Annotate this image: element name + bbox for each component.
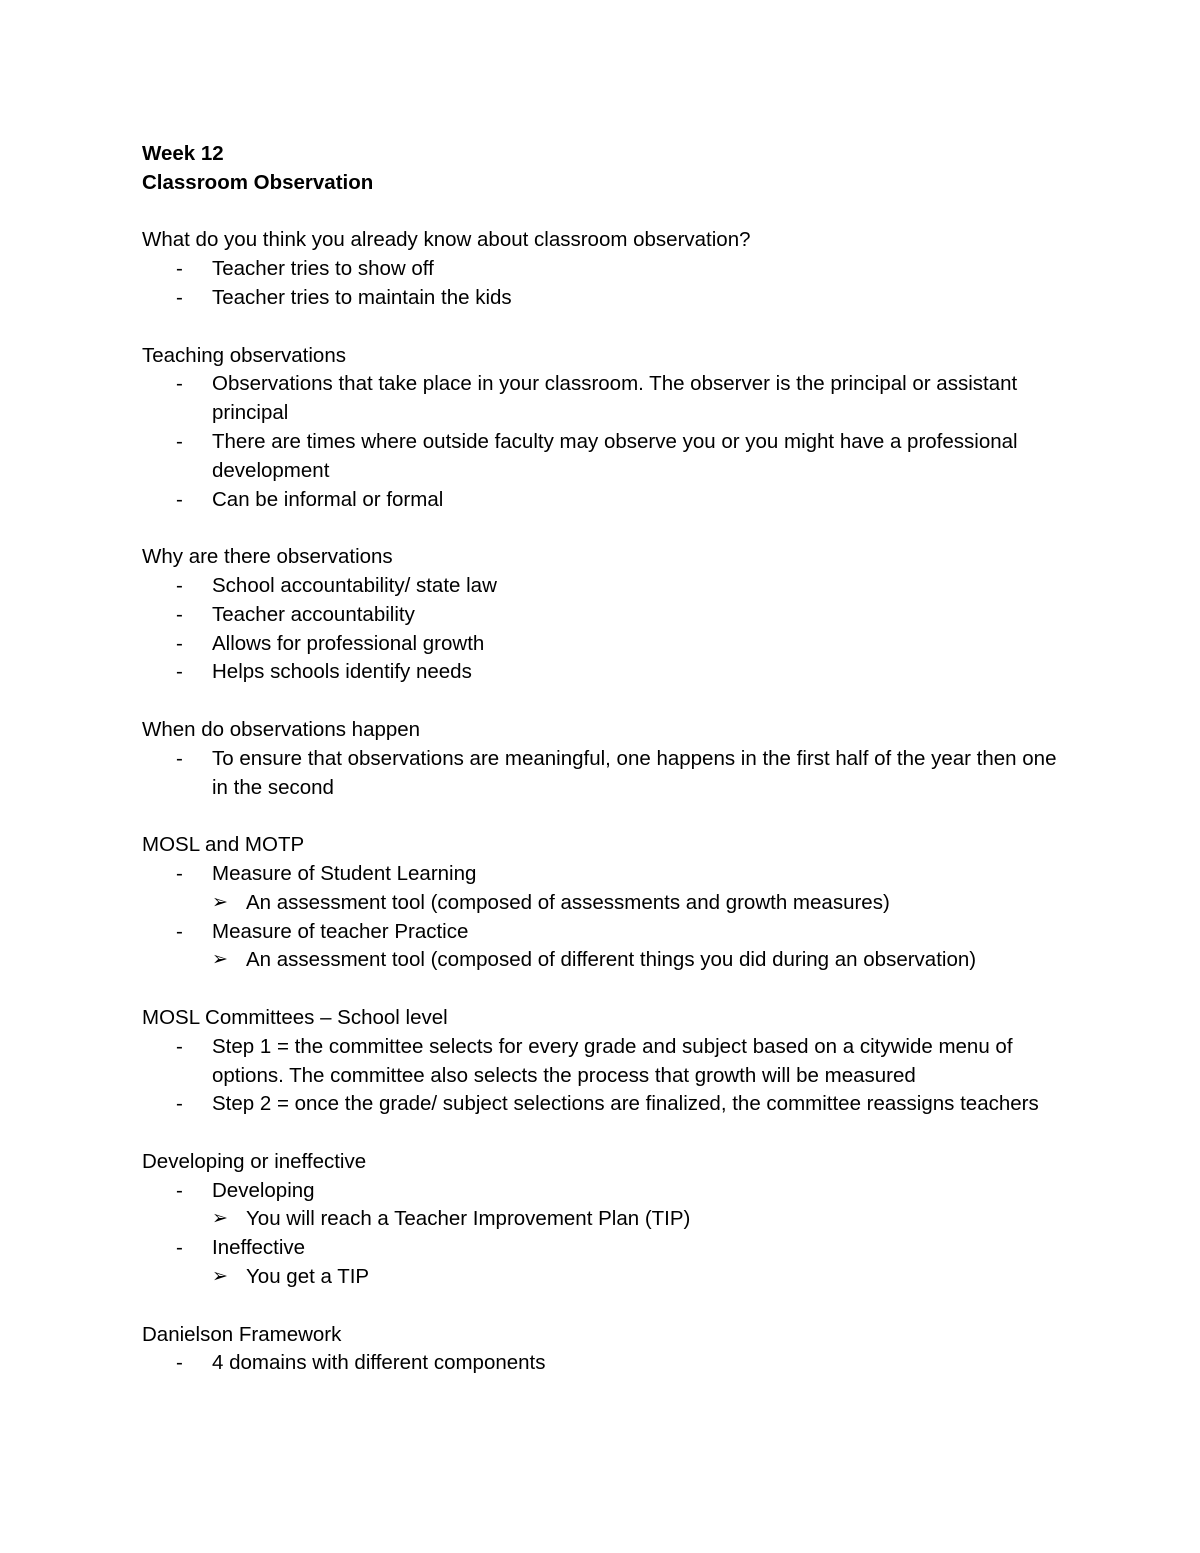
dash-bullet-icon: - bbox=[176, 1178, 183, 1202]
dash-bullet-icon: - bbox=[176, 487, 183, 511]
bullet-item bbox=[142, 284, 1072, 313]
document-body bbox=[142, 140, 1072, 1378]
dash-bullet-icon: - bbox=[176, 631, 183, 655]
bullet-text: There are times where outside faculty may observe you or you might have a professional development bbox=[212, 429, 1018, 482]
document-title-week: Week 12 bbox=[142, 142, 224, 165]
bullet-item bbox=[142, 1177, 1072, 1206]
bullet-item bbox=[142, 1090, 1072, 1119]
arrow-bullet-icon: ➢ bbox=[212, 891, 228, 913]
bullet-item bbox=[142, 860, 1072, 889]
sub-bullet-item bbox=[142, 889, 1072, 918]
bullet-text: Observations that take place in your classroom. The observer is the principal or assistant principal bbox=[212, 372, 1018, 425]
note-section bbox=[142, 543, 1072, 687]
bullet-list bbox=[142, 370, 1072, 514]
bullet-item bbox=[142, 428, 1072, 486]
bullet-list bbox=[142, 1349, 1072, 1378]
bullet-item bbox=[142, 630, 1072, 659]
note-section bbox=[142, 1148, 1072, 1292]
dash-bullet-icon: - bbox=[176, 1092, 183, 1116]
arrow-bullet-icon: ➢ bbox=[212, 1266, 228, 1288]
dash-bullet-icon: - bbox=[176, 372, 183, 396]
section-heading: MOSL Committees – School level bbox=[142, 1005, 448, 1029]
sub-bullet-text: An assessment tool (composed of different things you did during an observation) bbox=[246, 948, 977, 972]
bullet-list bbox=[142, 860, 1072, 975]
dash-bullet-icon: - bbox=[176, 1351, 183, 1375]
sub-bullet-text: An assessment tool (composed of assessments and growth measures) bbox=[246, 890, 890, 914]
section-heading: Danielson Framework bbox=[142, 1322, 342, 1346]
dash-bullet-icon: - bbox=[176, 1034, 183, 1058]
bullet-text: School accountability/ state law bbox=[212, 573, 497, 597]
bullet-text: To ensure that observations are meaningful, one happens in the first half of the year then one in the second bbox=[212, 746, 1057, 799]
bullet-list bbox=[142, 745, 1072, 803]
bullet-item bbox=[142, 601, 1072, 630]
dash-bullet-icon: - bbox=[176, 746, 183, 770]
note-section bbox=[142, 1004, 1072, 1119]
bullet-text: 4 domains with different components bbox=[212, 1351, 546, 1375]
dash-bullet-icon: - bbox=[176, 285, 183, 309]
dash-bullet-icon: - bbox=[176, 573, 183, 597]
sub-bullet-text: You get a TIP bbox=[246, 1265, 370, 1289]
bullet-item bbox=[142, 572, 1072, 601]
section-heading: Developing or ineffective bbox=[142, 1149, 367, 1173]
sub-bullet-item bbox=[142, 1205, 1072, 1234]
bullet-item bbox=[142, 255, 1072, 284]
sub-bullet-text: You will reach a Teacher Improvement Plan (TIP) bbox=[246, 1207, 691, 1231]
bullet-text: Ineffective bbox=[212, 1236, 306, 1260]
section-heading: MOSL and MOTP bbox=[142, 833, 305, 857]
bullet-text: Measure of Student Learning bbox=[212, 861, 477, 885]
document-title-topic: Classroom Observation bbox=[142, 170, 374, 194]
bullet-item bbox=[142, 918, 1072, 947]
arrow-bullet-icon: ➢ bbox=[212, 1208, 228, 1230]
bullet-text: Developing bbox=[212, 1178, 315, 1202]
note-section bbox=[142, 716, 1072, 802]
sub-bullet-item bbox=[142, 1263, 1072, 1292]
bullet-text: Helps schools identify needs bbox=[212, 660, 472, 684]
dash-bullet-icon: - bbox=[176, 861, 183, 885]
bullet-text: Step 2 = once the grade/ subject selections are finalized, the committee reassigns teachers bbox=[212, 1092, 1039, 1116]
notes-sections bbox=[142, 226, 1072, 1378]
bullet-list bbox=[142, 1033, 1072, 1119]
note-section bbox=[142, 831, 1072, 975]
bullet-list bbox=[142, 572, 1072, 687]
dash-bullet-icon: - bbox=[176, 1236, 183, 1260]
note-section bbox=[142, 342, 1072, 515]
bullet-text: Can be informal or formal bbox=[212, 487, 444, 511]
bullet-item bbox=[142, 658, 1072, 687]
bullet-text: Teacher tries to show off bbox=[212, 257, 434, 281]
dash-bullet-icon: - bbox=[176, 919, 183, 943]
dash-bullet-icon: - bbox=[176, 602, 183, 626]
bullet-item bbox=[142, 486, 1072, 515]
bullet-item bbox=[142, 1349, 1072, 1378]
bullet-text: Allows for professional growth bbox=[212, 631, 485, 655]
bullet-item bbox=[142, 1234, 1072, 1263]
arrow-bullet-icon: ➢ bbox=[212, 949, 228, 971]
note-section bbox=[142, 1321, 1072, 1379]
bullet-list bbox=[142, 1177, 1072, 1292]
dash-bullet-icon: - bbox=[176, 429, 183, 453]
bullet-text: Measure of teacher Practice bbox=[212, 919, 469, 943]
note-section bbox=[142, 226, 1072, 312]
section-heading: When do observations happen bbox=[142, 717, 421, 741]
bullet-text: Step 1 = the committee selects for every grade and subject based on a citywide menu of options. The committee also selects the process that growth will be measured bbox=[212, 1034, 1013, 1087]
bullet-item bbox=[142, 370, 1072, 428]
bullet-text: Teacher accountability bbox=[212, 602, 415, 626]
bullet-list bbox=[142, 255, 1072, 313]
dash-bullet-icon: - bbox=[176, 660, 183, 684]
bullet-text: Teacher tries to maintain the kids bbox=[212, 285, 512, 309]
sub-bullet-item bbox=[142, 946, 1072, 975]
section-heading: Teaching observations bbox=[142, 343, 346, 367]
dash-bullet-icon: - bbox=[176, 257, 183, 281]
section-heading: What do you think you already know about classroom observation? bbox=[142, 228, 751, 252]
bullet-item bbox=[142, 1033, 1072, 1091]
section-heading: Why are there observations bbox=[142, 545, 393, 569]
bullet-item bbox=[142, 745, 1072, 803]
